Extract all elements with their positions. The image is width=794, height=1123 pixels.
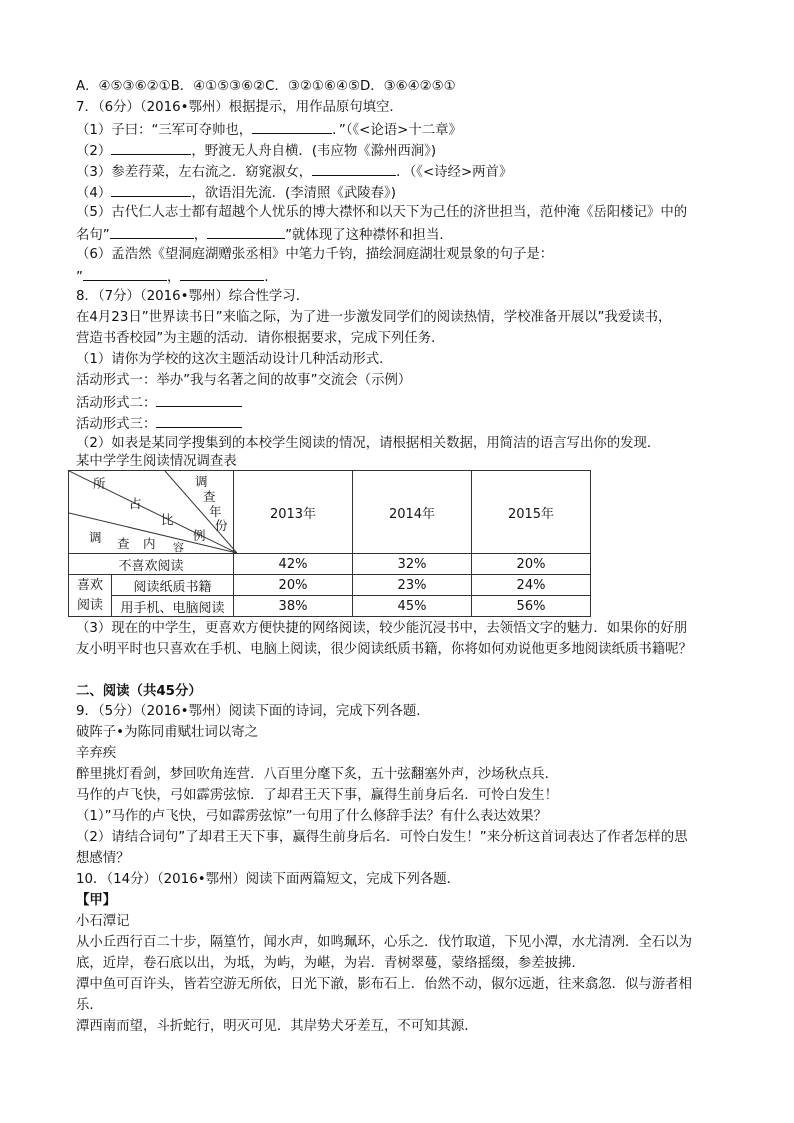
q7-3-text-b: ．（《<诗经>两首》 [396,165,513,180]
q8-activity-2-label: 活动形式二： [76,396,157,411]
q9-item-2-cont: 想感情？ [76,851,130,866]
q8-activity-2 [76,392,242,412]
passage-line-3: 潭中鱼可百许头，皆若空游无所依，日光下澈，影布石上．佁然不动，俶尔远逝，往来翕忽．似与游者相 [76,977,692,992]
q8-activity-3-label: 活动形式三： [76,417,157,432]
q7-4-text-b: ，欲语泪先流．(李清照《武陵春》) [191,186,396,201]
poem-author: 辛弃疾 [76,746,117,761]
table-row [69,575,591,596]
year-2015: 2015年 [472,471,591,554]
q8-item-2: （2）如表是某同学搜集到的本校学生阅读的情况，请根据相关数据，用简洁的语言写出你的发现． [76,436,661,451]
diagonal-header-cell [69,471,234,554]
q7-5-text-c: ”就体现了这种襟怀和担当． [285,228,453,243]
q7-item-5-cont [76,224,453,244]
year-2014: 2014年 [353,471,472,554]
q7-5-text-a: 名句” [76,228,110,243]
passage-line-5: 潭西南而望，斗折蛇行，明灭可见．其岸势犬牙差互，不可知其源． [76,1019,478,1034]
section-title-reading: 二、阅读（共45分） [76,684,202,699]
q8-item-3-cont: 友小明平时也只喜欢在手机、电脑上阅读，很少阅读纸质书籍，你将如何劝说他更多地阅读纸质书籍呢？ [76,642,692,657]
year-2013: 2013年 [234,471,353,554]
row-label-dislike: 不喜欢阅读 [69,554,234,575]
group-label-like-read [69,575,112,617]
q7-item-6-cont [76,266,278,286]
question-10-title: 10．（14分）（2016•鄂州）阅读下面两篇短文，完成下列各题． [76,872,461,887]
q8-intro-1: 在4月23日”世界读书日”来临之际，为了进一步激发同学们的阅读热情，学校准备开展以”我爱读书， [76,310,672,325]
options-line: A．④⑤③⑥②①B．④①⑤③⑥②C．③②①⑥④⑤D．③⑥④②⑤① [76,79,456,94]
q9-item-2: （2）请结合词句”了却君王天下事，赢得生前身后名．可怜白发生！”来分析这首词表达了作者怎样的思 [76,830,688,845]
poem-line-2: 马作的卢飞快，弓如霹雳弦惊．了却君王天下事，赢得生前身后名．可怜白发生！ [76,788,559,803]
q7-2-text-a: （2） [76,144,112,159]
cell-digital-2015: 56% [472,596,591,617]
passage-line-1: 从小丘西行百二十步，隔篁竹，闻水声，如鸣珮环，心乐之．伐竹取道，下见小潭，水尤清冽．全石以为 [76,935,692,950]
diag-label-rong: 容 [173,541,184,554]
group-label-line-2: 阅读 [76,597,103,613]
q7-item-2 [76,140,436,160]
q7-item-6: （6）孟浩然《望洞庭湖赠张丞相》中笔力千钧，描绘洞庭湖壮观景象的句子是： [76,247,554,262]
cell-paper-2014: 23% [353,575,472,596]
cell-dislike-2015: 20% [472,554,591,575]
q7-5-blank-2[interactable] [207,224,285,239]
q7-1-text-b: ．”（《<论语>十二章》 [332,123,462,138]
diag-label-bi: 比 [161,512,174,527]
q7-item-5: （5）古代仁人志士都有超越个人忧乐的博大襟怀和以天下为己任的济世担当，范仲淹《岳阳楼记》中的 [76,205,688,220]
q7-item-4 [76,182,396,202]
q8-activity-1: 活动形式一：举办”我与名著之间的故事”交流会（示例） [76,373,412,388]
diag-label-tiao2: 调 [89,530,102,545]
q7-2-blank[interactable] [111,140,191,155]
survey-table [68,470,591,617]
cell-paper-2013: 20% [234,575,353,596]
q8-item-1: （1）请你为学校的这次主题活动设计几种活动形式． [76,352,393,367]
cell-digital-2013: 38% [234,596,353,617]
q7-item-3 [76,161,512,181]
q8-activity-2-blank[interactable] [156,392,242,407]
q7-6-text-a: ” [76,270,83,285]
diag-label-nei: 内 [143,536,156,551]
cell-dislike-2013: 42% [234,554,353,575]
passage-title: 小石潭记 [76,914,130,929]
passage-line-2: 底，近岸，卷石底以出，为坻，为屿，为嵁，为岩．青树翠蔓，蒙络摇缀，参差披拂． [76,956,585,971]
diag-label-cha2: 查 [117,536,130,551]
q7-6-text-b: ， [166,270,181,285]
q7-3-text-a: （3）参差荇菜，左右流之．窈窕淑女， [76,165,313,180]
q9-item-1: （1）”马作的卢飞快，弓如霹雳弦惊”一句用了什么修辞手法？有什么表达效果？ [76,809,547,824]
q8-intro-2: 营造书香校园”为主题的活动．请你根据要求，完成下列任务． [76,331,445,346]
table-row [69,596,591,617]
q8-activity-3 [76,413,242,433]
row-label-digital: 用手机、电脑阅读 [112,596,234,617]
cell-paper-2015: 24% [472,575,591,596]
q7-4-text-a: （4） [76,186,112,201]
q7-5-blank-1[interactable] [110,224,194,239]
q7-6-blank-2[interactable] [180,266,264,281]
diag-label-cha: 查 [203,489,216,504]
q7-3-blank[interactable] [312,161,396,176]
row-label-paper: 阅读纸质书籍 [112,575,234,596]
q7-4-blank[interactable] [111,182,191,197]
q8-item-3: （3）现在的中学生，更喜欢方便快捷的网络阅读，较少能沉浸书中，去领悟文字的魅力．如果你的好朋 [76,621,688,636]
q7-2-text-b: ，野渡无人舟自横．(韦应物《滁州西涧》) [191,144,437,159]
q7-5-text-b: ， [193,228,208,243]
diag-label-tiao: 调 [195,474,208,489]
question-9-title: 9．（5分）（2016•鄂州）阅读下面的诗词，完成下列各题． [76,704,430,719]
q7-1-text-a: （1）子曰：“三军可夺帅也， [76,123,253,138]
passage-line-4: 乐． [76,998,103,1013]
diag-label-fen: 份 [215,518,228,533]
q7-item-1 [76,119,462,139]
poem-title: 破阵子•为陈同甫赋壮词以寄之 [76,725,258,740]
table-caption: 某中学学生阅读情况调查表 [76,454,237,469]
cell-digital-2014: 45% [353,596,472,617]
diag-label-li: 例 [193,528,206,543]
question-8-title: 8．（7分）（2016•鄂州）综合性学习． [76,289,310,304]
diag-label-zhan: 占 [129,496,142,511]
q8-activity-3-blank[interactable] [156,413,242,428]
question-7-title: 7．（6分）（2016•鄂州）根据提示，用作品原句填空． [76,100,403,115]
group-label-line-1: 喜欢 [76,577,103,593]
q7-6-text-c: ． [264,270,278,285]
q7-1-blank[interactable] [252,119,332,134]
diag-label-suo: 所 [93,476,106,491]
cell-dislike-2014: 32% [353,554,472,575]
diag-label-nian: 年 [209,504,222,519]
passage-jia-label: 【甲】 [76,893,117,908]
table-row [69,554,591,575]
table-header-row [69,471,591,554]
poem-line-1: 醉里挑灯看剑，梦回吹角连营．八百里分麾下炙，五十弦翻塞外声，沙场秋点兵． [76,767,559,782]
q7-6-blank-1[interactable] [83,266,167,281]
